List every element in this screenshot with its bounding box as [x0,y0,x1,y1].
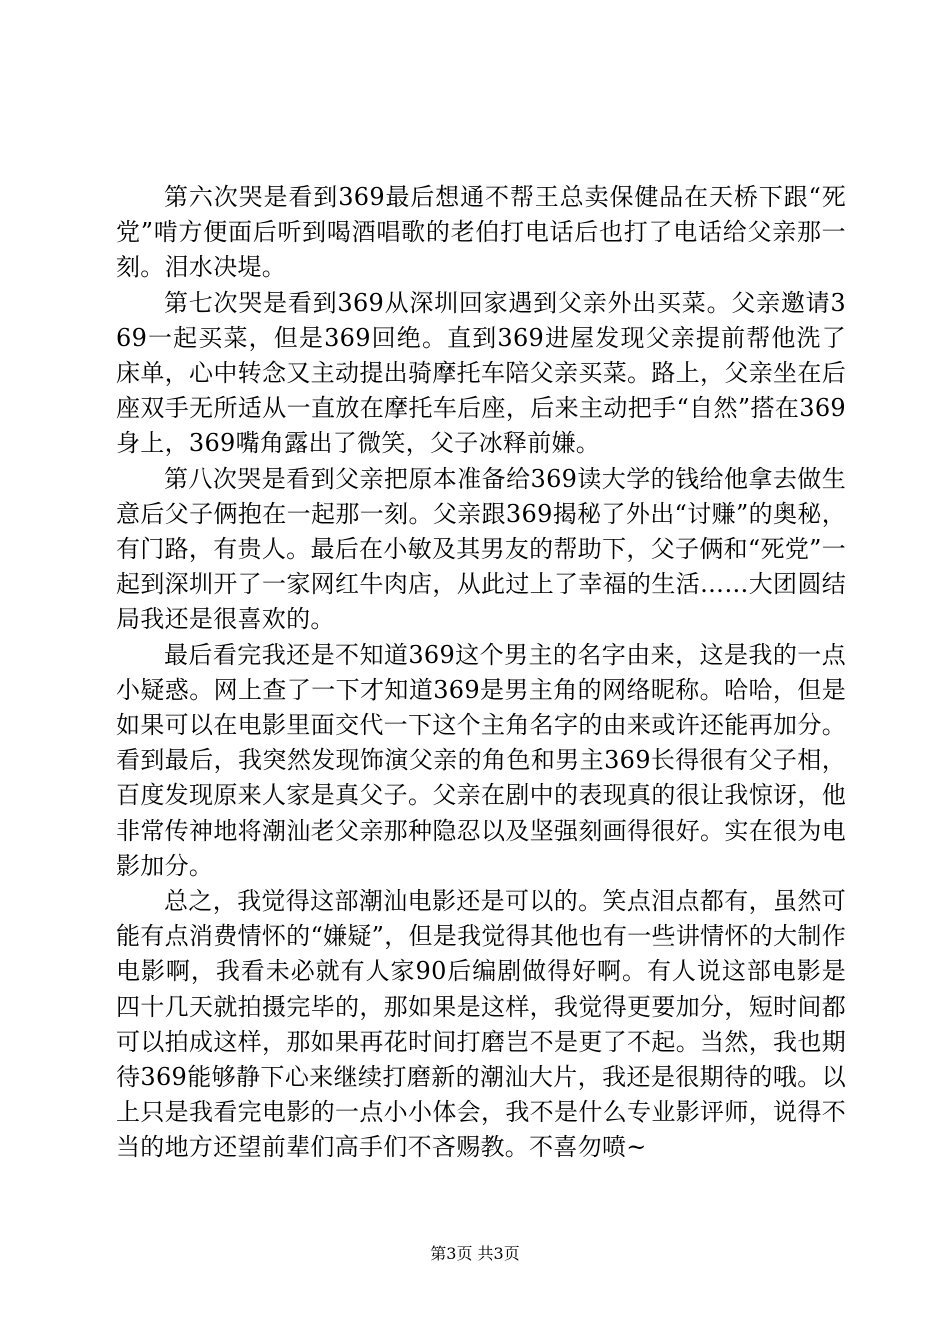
paragraph-conclusion: 总之，我觉得这部潮汕电影还是可以的。笑点泪点都有，虽然可能有点消费情怀的“嫌疑”，但是我觉得其他也有一些讲情怀的大制作电影啊，我看未必就有人家90后编剧做得好啊。有人说这部电影是四十几天就拍摄完毕的，那如果是这样，我觉得更要加分，短时间都可以拍成这样，那如果再花时间打磨岂不是更了不起。当然，我也期待369能够静下心来继续打磨新的潮汕大片，我还是很期待的哦。以上只是我看完电影的一点小小体会，我不是什么专业影评师，说得不当的地方还望前辈们高手们不吝赐教。不喜勿喷~ [116,887,846,1162]
paragraph-crying-eighth: 第八次哭是看到父亲把原本准备给369读大学的钱给他拿去做生意后父子俩抱在一起那一刻。父亲跟369揭秘了外出“讨赚”的奥秘，有门路，有贵人。最后在小敏及其男友的帮助下，父子俩和“死党”一起到深圳开了一家网红牛肉店，从此过上了幸福的生活……大团圆结局我还是很喜欢的。 [116,464,846,634]
document-body [116,180,846,1166]
paragraph-crying-seventh: 第七次哭是看到369从深圳回家遇到父亲外出买菜。父亲邀请369一起买菜，但是369回绝。直到369进屋发现父亲提前帮他洗了床单，心中转念又主动提出骑摩托车陪父亲买菜。路上，父亲坐在后座双手无所适从一直放在摩托车后座，后来主动把手“自然”搭在369身上，369嘴角露出了微笑，父子冰释前嫌。 [116,288,846,458]
paragraph-crying-sixth: 第六次哭是看到369最后想通不帮王总卖保健品在天桥下跟“死党”啃方便面后听到喝酒唱歌的老伯打电话后也打了电话给父亲那一刻。泪水决堤。 [116,183,846,282]
page-number-footer: 第3页 共3页 [430,1244,520,1263]
paragraph-name-origin: 最后看完我还是不知道369这个男主的名字由来，这是我的一点小疑惑。网上查了一下才知道369是男主角的网络昵称。哈哈，但是如果可以在电影里面交代一下这个主角名字的由来或许还能再加分。看到最后，我突然发现饰演父亲的角色和男主369长得很有父子相，百度发现原来人家是真父子。父亲在剧中的表现真的很让我惊讶，他非常传神地将潮汕老父亲那种隐忍以及坚强刻画得很好。实在很为电影加分。 [116,640,846,880]
